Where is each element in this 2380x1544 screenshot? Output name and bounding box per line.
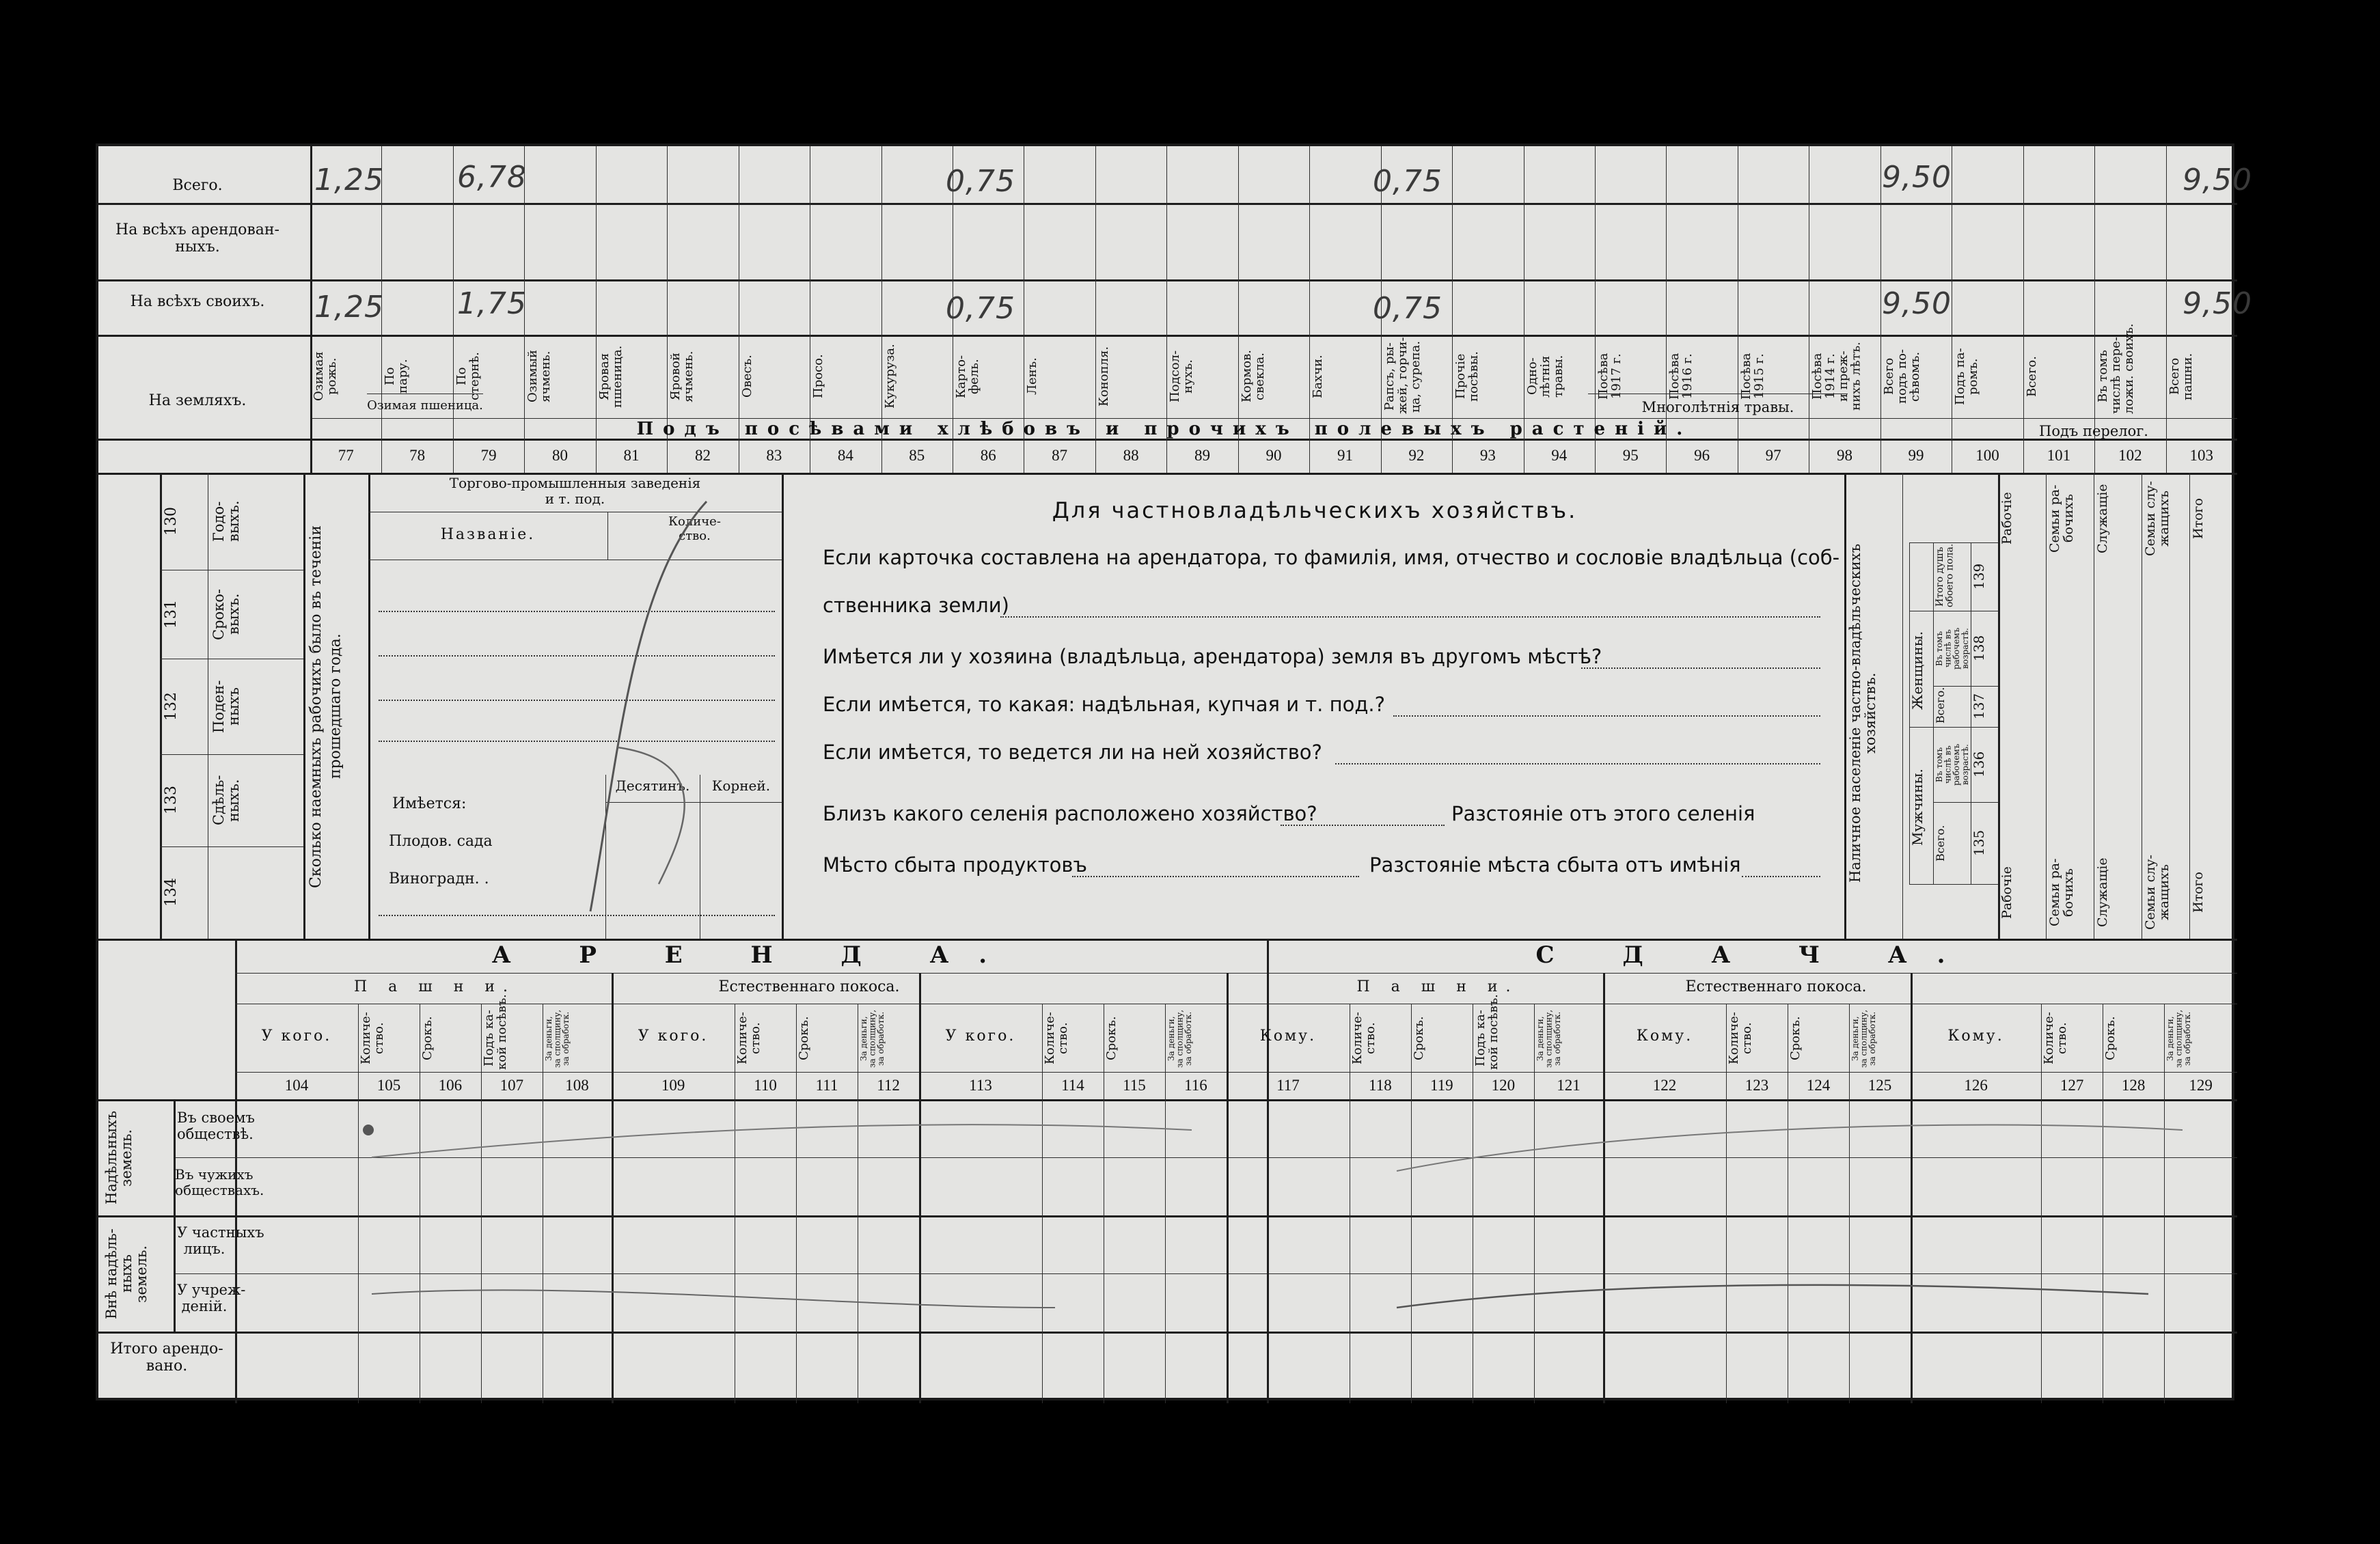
crop-num-98: 98: [1837, 447, 1853, 464]
lease-label-118: Количе- ство.: [1350, 1012, 1378, 1065]
pop-right-bottom-0: Рабочіе: [1999, 866, 2014, 919]
lease-label-124: Срокъ.: [1788, 1016, 1803, 1061]
hired-srokovykh: Сроко- выхъ.: [210, 588, 243, 640]
population-side: Наличное населеніе частно-владѣльческихъ хозяйствъ.: [1847, 543, 1879, 883]
enterprises-desyatin: Десятинъ.: [615, 777, 690, 794]
pop-num-139: 139: [1971, 563, 1987, 590]
lease-label-113: У кого.: [945, 1028, 1016, 1045]
lease-label-105: Количе- ство.: [358, 1012, 386, 1065]
crop-label-83: Овесъ.: [739, 355, 754, 398]
crop-num-94: 94: [1551, 447, 1568, 464]
pop-vsego-z: Всего.: [1934, 687, 1947, 723]
hired-podennykh: Поден- ныхъ: [210, 680, 243, 733]
lease-num-109: 109: [661, 1077, 685, 1094]
census-card: [96, 143, 2252, 1401]
lease-label-128: Срокъ.: [2103, 1016, 2118, 1061]
lease-num-104: 104: [284, 1077, 309, 1094]
crop-label-95: Посѣва 1917 г.: [1596, 353, 1624, 400]
pop-right-top-3: Семьи слу- жащихъ: [2143, 481, 2172, 556]
lease-label-119: Срокъ.: [1411, 1016, 1426, 1061]
crop-label-91: Бахчи.: [1311, 355, 1326, 398]
lease-num-119: 119: [1430, 1077, 1453, 1094]
private-q1b: ственника земли): [823, 594, 1009, 617]
lease-label-106: Срокъ.: [420, 1016, 435, 1061]
crop-num-93: 93: [1479, 447, 1496, 464]
crop-label-96: Посѣва 1916 г.: [1667, 353, 1695, 400]
lease-num-117: 117: [1276, 1077, 1300, 1094]
sdacha-title: С Д А Ч А.: [1535, 941, 1975, 969]
hw-svoikh-6: 9,50: [2183, 286, 2252, 321]
hw-svoikh-1: 1,25: [314, 290, 384, 325]
private-q2: Имѣется ли у хозяина (владѣльца, арендатора) земля въ другомъ мѣстѣ?: [823, 645, 1602, 668]
pop-right-bottom-4: Итого: [2191, 872, 2206, 913]
hired-num-134: 134: [163, 878, 180, 907]
pop-right-bottom-2: Служащіе: [2095, 857, 2110, 928]
lease-label-129: За деньги, за сполщину, за обработк.: [2165, 1009, 2193, 1068]
private-q5b: Разстояніе отъ этого селенія: [1451, 802, 1755, 825]
crop-label-101: Всего.: [2024, 356, 2039, 397]
crop-num-99: 99: [1908, 447, 1924, 464]
hired-num-130: 130: [163, 507, 180, 536]
hired-num-133: 133: [163, 786, 180, 815]
sdacha-pashni: П а ш н и.: [1356, 978, 1519, 995]
crop-num-85: 85: [909, 447, 925, 464]
lease-num-118: 118: [1369, 1077, 1392, 1094]
crop-label-98: Посѣва 1914 г. и преж- нихъ лѣтъ.: [1810, 342, 1863, 411]
crop-num-89: 89: [1194, 447, 1211, 464]
hw-vsego-2: 6,78: [457, 160, 527, 195]
lease-num-126: 126: [1964, 1077, 1988, 1094]
lease-num-111: 111: [815, 1077, 838, 1094]
enterprises-korney: Корней.: [711, 777, 771, 794]
lease-num-124: 124: [1806, 1077, 1831, 1094]
hw-vsego-6: 9,50: [2183, 163, 2252, 197]
crop-label-93: Прочіе посѣвы.: [1453, 351, 1481, 402]
lease-label-114: Количе- ство.: [1042, 1012, 1070, 1065]
hw-vsego-3: 0,75: [946, 164, 1015, 199]
crop-num-102: 102: [2118, 447, 2142, 464]
lease-label-112: За деньги, за сполщину, за обработк.: [859, 1009, 886, 1068]
lease-num-110: 110: [754, 1077, 777, 1094]
lease-label-126: Кому.: [1947, 1028, 2004, 1045]
private-q6b: Разстояніе мѣста сбыта отъ имѣнія: [1369, 853, 1741, 877]
enterprises-name: Названіе.: [440, 526, 536, 543]
lease-label-125: За деньги, за сполщину, за обработк.: [1850, 1009, 1878, 1068]
private-q5: Близъ какого селенія расположено хозяйство?: [823, 802, 1317, 825]
row-chastnykh: У частныхъ лицъ.: [177, 1224, 264, 1258]
crop-label-88: Конопля.: [1096, 346, 1111, 407]
lease-label-117: Кому.: [1259, 1028, 1317, 1045]
lease-num-106: 106: [438, 1077, 463, 1094]
crop-num-96: 96: [1694, 447, 1710, 464]
arenda-pashni: П а ш н и.: [353, 978, 517, 995]
crop-num-78: 78: [409, 447, 426, 464]
sdacha-pokosa: Естественнаго покоса.: [1685, 978, 1867, 995]
crop-num-82: 82: [694, 447, 711, 464]
ozimaya-label: Озимая пшеница.: [367, 398, 483, 413]
crop-num-87: 87: [1052, 447, 1068, 464]
crop-label-77: Озимая рожь.: [312, 351, 339, 402]
pop-num-137: 137: [1971, 693, 1987, 720]
pop-num-138: 138: [1971, 635, 1987, 662]
crop-label-97: Посѣва 1915 г.: [1738, 353, 1766, 400]
lease-num-105: 105: [377, 1077, 401, 1094]
hired-num-132: 132: [163, 692, 180, 721]
lease-num-128: 128: [2121, 1077, 2146, 1094]
lease-num-108: 108: [565, 1077, 589, 1094]
crop-label-103: Всего пашни.: [2167, 353, 2195, 400]
pop-right-bottom-3: Семьи слу- жащихъ: [2143, 855, 2172, 930]
pop-num-135: 135: [1971, 829, 1987, 857]
hired-godovykh: Годо- выхъ.: [210, 500, 243, 542]
enterprises-header: Торгово-промышленныя заведенія и т. под.: [449, 475, 701, 507]
crop-num-92: 92: [1408, 447, 1425, 464]
crop-num-86: 86: [980, 447, 996, 464]
pop-right-top-1: Семьи ра- бочихъ: [2047, 484, 2076, 553]
lease-num-120: 120: [1491, 1077, 1516, 1094]
row-nadelnykh: Надѣльныхъ земель.: [103, 1110, 135, 1205]
crop-label-82: Яровой ячмень.: [668, 350, 696, 402]
crop-num-83: 83: [766, 447, 782, 464]
lease-label-116: За деньги, за сполщину, за обработк.: [1166, 1009, 1194, 1068]
hw-svoikh-5: 9,50: [1882, 286, 1952, 321]
crop-num-95: 95: [1622, 447, 1639, 464]
private-q1: Если карточка составлена на арендатора, то фамилія, имя, отчество и сословіе владѣльца (соб-: [823, 546, 1840, 569]
crop-num-91: 91: [1337, 447, 1353, 464]
hired-num-131: 131: [163, 600, 180, 629]
hw-svoikh-2: 1,75: [457, 286, 527, 321]
lease-num-123: 123: [1745, 1077, 1769, 1094]
crop-num-84: 84: [837, 447, 853, 464]
lease-label-104: У кого.: [261, 1028, 332, 1045]
crop-num-88: 88: [1123, 447, 1139, 464]
crop-label-92: Рапсъ, ры- жей, горчи- ца, сурепа.: [1382, 337, 1423, 414]
pop-zhenshchiny: Женщины.: [1909, 631, 1926, 711]
perelog-label: Подъ перелог.: [2039, 423, 2148, 439]
mnogoletnie-label: Многолѣтнія травы.: [1641, 399, 1794, 415]
crop-num-90: 90: [1266, 447, 1282, 464]
crop-label-87: Ленъ.: [1025, 357, 1040, 396]
crop-num-80: 80: [552, 447, 569, 464]
pop-muzhchiny: Мужчины.: [1909, 769, 1926, 846]
lease-num-121: 121: [1557, 1077, 1581, 1094]
enterprises-vinograd: Виноградн. .: [389, 870, 489, 887]
crop-num-101: 101: [2047, 447, 2071, 464]
row-itogo: Итого арендо- вано.: [110, 1340, 223, 1375]
crop-label-102: Въ томъ числѣ пере- ложи. своихъ.: [2096, 323, 2136, 414]
row-svoem: Въ своемъ обществѣ.: [177, 1109, 255, 1143]
pop-itogo-dush: Итого душъ обоего пола.: [1934, 543, 1956, 607]
crop-label-99: Всего подъ по- сѣвомъ.: [1881, 349, 1922, 404]
crop-num-100: 100: [1975, 447, 1999, 464]
private-q6: Мѣсто сбыта продуктовъ: [823, 853, 1087, 877]
lease-label-123: Количе- ство.: [1727, 1012, 1754, 1065]
arenda-pokosa: Естественнаго покоса.: [718, 978, 900, 995]
crop-num-81: 81: [623, 447, 640, 464]
crop-label-86: Карто- фель.: [954, 355, 981, 398]
row-label-vsego: Всего.: [172, 177, 223, 194]
pop-right-bottom-1: Семьи ра- бочихъ: [2047, 858, 2076, 927]
hw-svoikh-4: 0,75: [1373, 291, 1442, 326]
crop-label-90: Кормов. свекла.: [1239, 350, 1267, 403]
lease-num-114: 114: [1061, 1077, 1084, 1094]
crop-num-77: 77: [338, 447, 354, 464]
crop-label-89: Подсол- нухъ.: [1168, 350, 1196, 403]
lease-label-120: Подъ ка- кой посѣвъ.: [1473, 994, 1501, 1070]
lease-num-115: 115: [1123, 1077, 1146, 1094]
lease-label-108: За деньги, за сполщину, за обработк.: [543, 1009, 571, 1068]
private-q3: Если имѣется, то какая: надѣльная, купчая и т. под.?: [823, 693, 1385, 716]
crop-label-94: Одно- лѣтнія травы.: [1524, 355, 1565, 398]
lease-num-122: 122: [1652, 1077, 1677, 1094]
private-title: Для частновладѣльческихъ хозяйствъ.: [1052, 497, 1578, 523]
lease-label-122: Кому.: [1636, 1028, 1693, 1045]
row-label-arend: На всѣхъ арендован- ныхъ.: [115, 221, 279, 256]
lease-num-116: 116: [1184, 1077, 1207, 1094]
lease-label-107: Подъ ка- кой посѣвъ.: [481, 994, 509, 1070]
crop-label-84: Просо.: [811, 354, 826, 399]
private-q4: Если имѣется, то ведется ли на ней хозяйство?: [823, 741, 1322, 764]
crop-label-80: Озимый ячмень.: [525, 350, 553, 403]
crop-num-103: 103: [2189, 447, 2214, 464]
lease-label-109: У кого.: [638, 1028, 709, 1045]
pop-right-top-0: Рабочіе: [1999, 492, 2014, 545]
lease-label-115: Срокъ.: [1104, 1016, 1119, 1061]
crop-label-81: Яровая пшеница.: [597, 345, 625, 408]
pop-v-tom-z: Въ томъ числѣ въ рабочемъ возрастѣ.: [1934, 627, 1970, 670]
arenda-title: А Р Е Н Д А.: [491, 941, 1017, 969]
enterprises-qty: Количе- ство.: [668, 514, 721, 543]
pop-right-top-4: Итого: [2191, 498, 2206, 539]
hired-side-label: Сколько наемныхъ рабочихъ было въ теченіи прошедшаго года.: [307, 525, 344, 888]
lease-num-112: 112: [877, 1077, 900, 1094]
crop-label-79: По стернѣ.: [454, 352, 482, 401]
row-label-na-zemlyakh: На земляхъ.: [148, 392, 247, 409]
enterprises-imeetsya: Имѣется:: [392, 795, 467, 812]
lease-label-127: Количе- ство.: [2042, 1012, 2070, 1065]
posevy-banner: Подъ посѣвами хлѣбовъ и прочихъ полевыхъ растеній.: [636, 419, 1693, 439]
lease-num-129: 129: [2189, 1077, 2213, 1094]
lease-num-127: 127: [2060, 1077, 2084, 1094]
crop-label-85: Кукуруза.: [882, 344, 897, 409]
lease-label-110: Количе- ство.: [735, 1012, 763, 1065]
row-vne: Внѣ надѣль- ныхъ земель.: [103, 1228, 150, 1319]
crop-label-78: По пару.: [383, 359, 411, 394]
lease-num-113: 113: [969, 1077, 992, 1094]
hired-sdelnykh: Сдѣль- ныхъ.: [210, 775, 243, 826]
pop-vsego-m: Всего.: [1934, 825, 1947, 861]
row-uchrezh: У учреж- деній.: [177, 1282, 246, 1315]
lease-label-111: Срокъ.: [797, 1016, 812, 1061]
lease-num-107: 107: [500, 1077, 524, 1094]
hw-vsego-5: 9,50: [1882, 160, 1952, 195]
hw-vsego-1: 1,25: [314, 163, 384, 197]
enterprises-sad: Плодов. сада: [389, 833, 493, 850]
lease-label-121: За деньги, за сполщину, за обработк.: [1535, 1009, 1563, 1068]
pencil-marks: [98, 146, 2237, 1403]
hw-svoikh-3: 0,75: [946, 291, 1015, 326]
row-chuzhikh: Въ чужихъ обществахъ.: [175, 1166, 264, 1198]
pop-v-tom-m: Въ томъ числѣ въ рабочемъ возрастѣ.: [1934, 743, 1970, 786]
row-label-svoikh: На всѣхъ своихъ.: [130, 293, 265, 310]
lease-num-125: 125: [1868, 1077, 1892, 1094]
crop-num-97: 97: [1765, 447, 1781, 464]
pop-num-136: 136: [1971, 751, 1987, 778]
hw-vsego-4: 0,75: [1373, 164, 1442, 199]
pop-right-top-2: Служащіе: [2095, 484, 2110, 553]
crop-label-100: Подъ па- ромъ.: [1953, 348, 1981, 405]
crop-num-79: 79: [480, 447, 497, 464]
